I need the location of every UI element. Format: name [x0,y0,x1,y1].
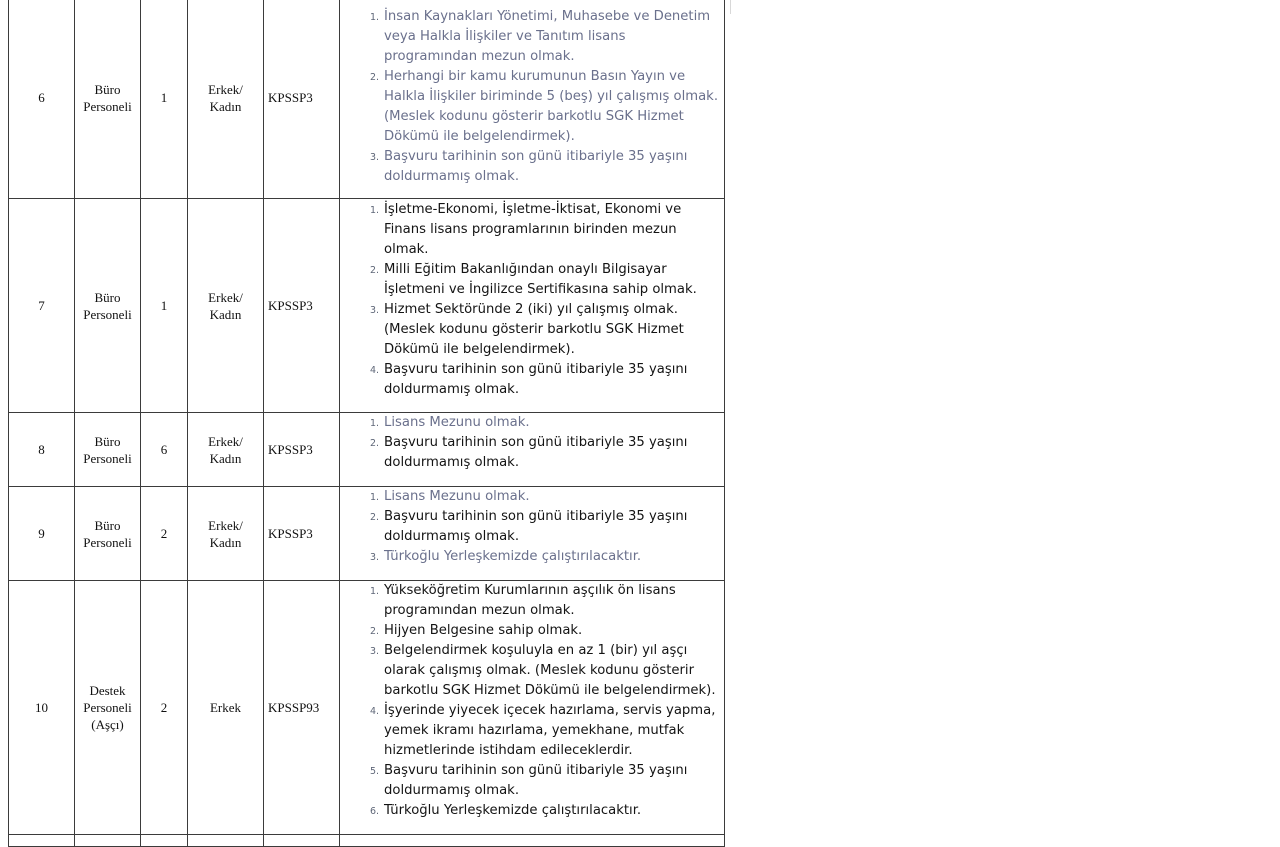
table-row [9,581,725,835]
nitelik-item: Herhangi bir kamu kurumunun Basın Yayın ve Halkla İlişkiler biriminde 5 (beş) yıl çalışmış olmak. (Meslek kodunu gösterir barkotlu SGK Hizmet Dökümü ile belgelendirmek). [384,69,719,144]
unvan-cell: Büro Personeli [75,413,141,487]
nitelikler-cell [340,581,725,835]
cinsiyet-cell: Erkek/ Kadın [188,413,264,487]
kpss-kodu-cell: KPSSP93 [264,581,340,835]
unvan-cell: Büro Personeli [75,0,141,199]
nitelik-item: Başvuru tarihinin son günü itibariyle 35 yaşını doldurmamış olmak. [384,509,688,544]
empty-cell [141,835,188,847]
nitelik-list [340,199,724,403]
nitelik-item: İnsan Kaynakları Yönetimi, Muhasebe ve Denetim veya Halkla İlişkiler ve Tanıtım lisans programından mezun olmak. [384,9,711,64]
kadro-sayisi-cell: 1 [141,0,188,199]
empty-cell [264,835,340,847]
nitelik-item: Milli Eğitim Bakanlığından onaylı Bilgisayar İşletmeni ve İngilizce Sertifikasına sahip olmak. [384,262,697,297]
cinsiyet-cell: Erkek/ Kadın [188,199,264,413]
nitelikler-cell [340,199,725,413]
kpss-kodu-cell: KPSSP3 [264,0,340,199]
sira-no-cell: 7 [9,199,75,413]
nitelik-item: Hizmet Sektöründe 2 (iki) yıl çalışmış olmak. (Meslek kodunu gösterir barkotlu SGK Hizmet Dökümü ile belgelendirmek). [384,302,684,357]
nitelik-item: Başvuru tarihinin son günü itibariyle 35 yaşını doldurmamış olmak. [384,763,688,798]
unvan-cell: Büro Personeli [75,487,141,581]
unvan-cell: Büro Personeli [75,199,141,413]
nitelikler-cell [340,0,725,199]
kadro-sayisi-cell: 6 [141,413,188,487]
nitelik-item: Hijyen Belgesine sahip olmak. [384,623,583,638]
nitelik-item: Yükseköğretim Kurumlarının aşçılık ön lisans programından mezun olmak. [384,583,676,618]
table-row [9,199,725,413]
nitelik-item: Belgelendirmek koşuluyla en az 1 (bir) yıl aşçı olarak çalışmış olmak. (Meslek kodunu gösterir barkotlu SGK Hizmet Dökümü ile belgelendirmek). [384,643,716,698]
nitelikler-cell [340,413,725,487]
table-row [9,0,725,199]
kpss-kodu-cell: KPSSP3 [264,487,340,581]
nitelik-list [340,413,724,476]
empty-cell [9,835,75,847]
nitelik-list [340,487,724,570]
kpss-kodu-cell: KPSSP3 [264,199,340,413]
kadro-sayisi-cell: 1 [141,199,188,413]
nitelik-item: Başvuru tarihinin son günü itibariyle 35 yaşını doldurmamış olmak. [384,149,688,184]
empty-cell [75,835,141,847]
sira-no-cell: 10 [9,581,75,835]
cinsiyet-cell: Erkek [188,581,264,835]
sira-no-cell: 9 [9,487,75,581]
nitelik-item: Lisans Mezunu olmak. [384,415,530,430]
nitelik-item: Başvuru tarihinin son günü itibariyle 35 yaşını doldurmamış olmak. [384,435,688,470]
page-edge-line [730,0,731,14]
table-row [9,413,725,487]
kadro-sayisi-cell: 2 [141,581,188,835]
table-row [9,487,725,581]
kadro-sayisi-cell: 2 [141,487,188,581]
nitelik-item: İşletme-Ekonomi, İşletme-İktisat, Ekonomi ve Finans lisans programlarının birinden mezun olmak. [384,202,682,257]
nitelik-list [340,0,724,190]
cinsiyet-cell: Erkek/ Kadın [188,487,264,581]
nitelik-item: Lisans Mezunu olmak. [384,489,530,504]
nitelik-list [340,581,724,824]
unvan-cell: Destek Personeli (Aşçı) [75,581,141,835]
cinsiyet-cell: Erkek/ Kadın [188,0,264,199]
nitelik-item: İşyerinde yiyecek içecek hazırlama, servis yapma, yemek ikramı hazırlama, yemekhane, mutfak hizmetlerinde istihdam edileceklerdir. [384,703,716,758]
sira-no-cell: 6 [9,0,75,199]
empty-cell [188,835,264,847]
nitelik-item: Türkoğlu Yerleşkemizde çalıştırılacaktır. [384,549,642,564]
kpss-kodu-cell: KPSSP3 [264,413,340,487]
nitelik-item: Başvuru tarihinin son günü itibariyle 35 yaşını doldurmamış olmak. [384,362,688,397]
nitelik-item: Türkoğlu Yerleşkemizde çalıştırılacaktır. [384,803,642,818]
nitelikler-cell [340,487,725,581]
table-row [9,835,725,847]
sira-no-cell: 8 [9,413,75,487]
empty-cell [340,835,725,847]
kadro-table [8,0,725,847]
